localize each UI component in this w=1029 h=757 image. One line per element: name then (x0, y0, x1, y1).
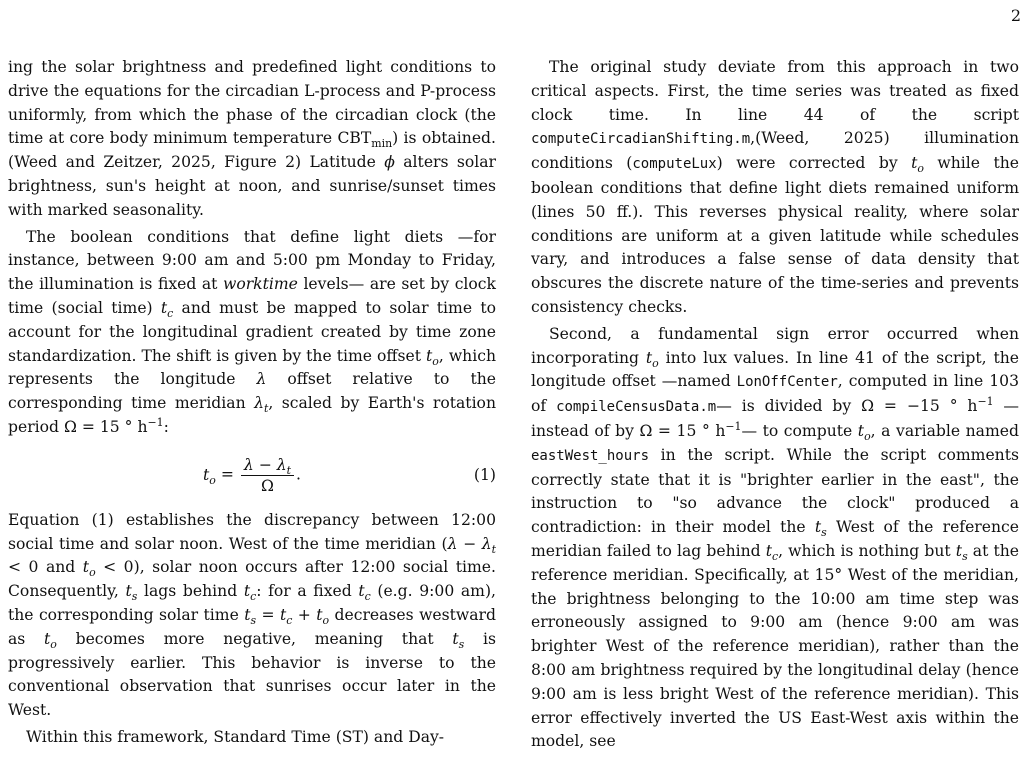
paragraph: The original study deviate from this approach in two critical aspects. First, the time series was treated as fixed clock time. In line 44 of the script computeCircadianShifting.m,(Weed, 2025) illumination conditions (computeLux) were corrected by $t_o$ while the boolean conditions that define light diets remained uniform (lines 50 ff.). This reverses physical reality, where solar conditions are uniform at a given latitude while schedules vary, and introduces a false sense of data density that obscures the discrete nature of the time-series and prevents consistency checks. (531, 58, 1019, 316)
paragraph: ing the solar brightness and predefined light conditions to drive the equations for the circadian L-process and P-process uniformly, from which the phase of the circadian clock (the time at core body minimum temperature $CBT_{min}$) is obtained.(Weed and Zeitzer, 2025, Figure 2) Latitude ϕ alters solar brightness, sun's height at noon, and sunrise/sunset times with marked seasonality. (8, 58, 496, 219)
page-number: 2 (1010, 6, 1021, 25)
paragraph: Equation (1) establishes the discrepancy between 12:00 social time and solar noon. West of the time meridian ($\lambda - \lambda_t < 0$ and $t_o < 0$), solar noon occurs after 12:00 social time. Consequently, $t_s$ lags behind $t_c$: for a fixed $t_c$ (e.g. 9:00 am), the corresponding solar time $t_s = t_c + t_o$ decreases westward as $t_o$ becomes more negative, meaning that $t_s$ is progressively earlier. This behavior is inverse to the conventional observation that sunrises occur later in the West. (8, 510, 497, 720)
equation-1: $t_o$ = $\frac{\lambda - \lambda_t}{\Omega}$ . (1) (203, 456, 496, 496)
left-column (8, 56, 496, 753)
paragraph: Second, a fundamental sign error occurred when incorporating $t_o$ into lux values. In line 41 of the script, the longitude offset —named LonOffCenter, computed in line 103 of compileCensusData.m— is divided by Ω = −15 ° $h^{-1}$ —instead of by Ω = 15 ° $h^{-1}—$ to compute $t_o$, a variable named eastWest_hours in the script. While the script comments correctly state that it is "brighter earlier in the east", the instruction to "so advance the clock" produced a contradiction: in their model the $t_s$ West of the reference meridian failed to lag behind $t_c$, which is nothing but $t_s$ at the reference meridian. Specifically, at 15° West of the meridian, the brightness belonging to the 10:00 am time step was erroneously assigned to 9:00 am (hence 9:00 am was brighter West of the reference meridian), rather than the 8:00 am brightness required by the longitudinal delay (hence 9:00 am is less bright West of the reference meridian). This error effectively inverted the US East-West axis within the model, see (531, 324, 1020, 751)
right-column (531, 56, 1019, 757)
paragraph: The boolean conditions that define light diets —for instance, between 9:00 am and 5:00 pm Monday to Friday, the illumination is fixed at worktime levels— are set by clock time (social time) $t_c$ and must be mapped to solar time to account for the longitudinal gradient created by time zone standardization. The shift is given by the time offset $t_o$, which represents the longitude λ offset relative to the corresponding time meridian $\lambda_t$, scaled by Earth's rotation period Ω = 15 ° $h^{-1}$: (8, 227, 496, 436)
paragraph: Within this framework, Standard Time (ST) and Day- (26, 727, 445, 746)
equation-number: (1) (473, 465, 496, 484)
